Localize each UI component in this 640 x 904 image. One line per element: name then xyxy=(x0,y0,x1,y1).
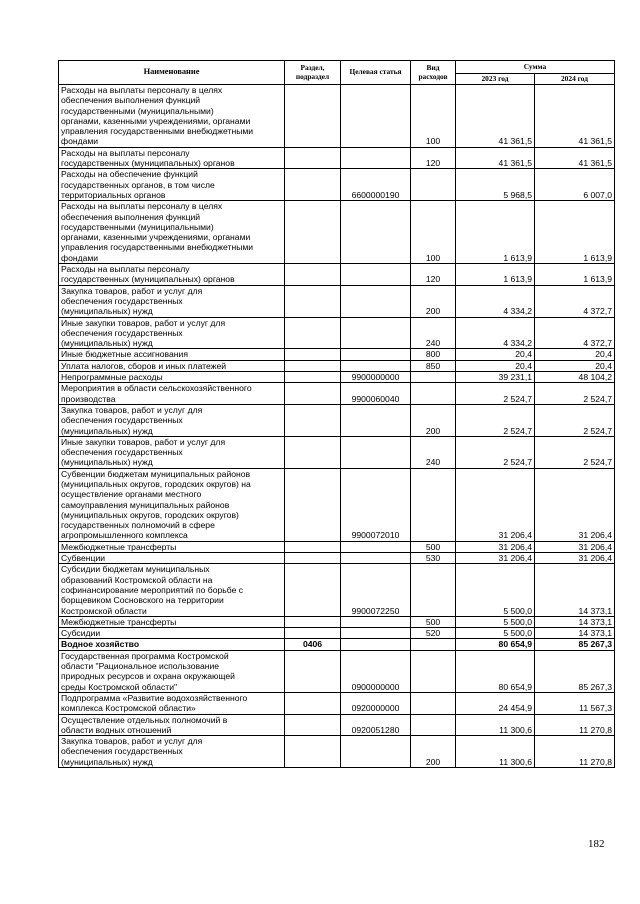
row-name: Непрограммные расходы xyxy=(59,372,285,383)
row-section xyxy=(285,650,341,692)
table-row xyxy=(59,736,615,768)
header-year-2023: 2023 год xyxy=(456,74,535,85)
row-name: Расходы на выплаты персоналу в целях обеспечения выполнения функций государственными (муниципальными) органами, казенными учреждениями, органами управления государственными внебюджетными фондами xyxy=(59,85,285,148)
table-row xyxy=(59,436,615,468)
row-name: Субсидии бюджетам муниципальных образований Костромской области на софинансирование мероприятий по борьбе с борщевиком Сосновского на территории Костромской области xyxy=(59,564,285,616)
row-name: Иные закупки товаров, работ и услуг для обеспечения государственных (муниципальных) нужд xyxy=(59,317,285,349)
row-sum-2023: 80 654,9 xyxy=(456,650,535,692)
row-kind: 520 xyxy=(411,628,456,639)
header-kind: Вид расходов xyxy=(411,61,456,85)
table-row xyxy=(59,169,615,201)
table-row xyxy=(59,264,615,286)
row-sum-2023: 31 206,4 xyxy=(456,553,535,564)
row-kind: 800 xyxy=(411,349,456,360)
table-row xyxy=(59,650,615,692)
row-sum-2024: 2 524,7 xyxy=(535,436,615,468)
row-sum-2024: 11 567,3 xyxy=(535,692,615,714)
row-kind xyxy=(411,692,456,714)
table-row xyxy=(59,553,615,564)
row-kind: 200 xyxy=(411,285,456,317)
row-name: Закупка товаров, работ и услуг для обеспечения государственных (муниципальных) нужд xyxy=(59,404,285,436)
row-sum-2023: 1 613,9 xyxy=(456,264,535,286)
row-section xyxy=(285,714,341,736)
table-row xyxy=(59,692,615,714)
row-section xyxy=(285,264,341,286)
row-name: Иные бюджетные ассигнования xyxy=(59,349,285,360)
header-year-2024: 2024 год xyxy=(535,74,615,85)
row-sum-2024: 14 373,1 xyxy=(535,628,615,639)
row-section xyxy=(285,349,341,360)
table-row xyxy=(59,628,615,639)
row-kind: 240 xyxy=(411,317,456,349)
row-article: 0900000000 xyxy=(341,650,411,692)
row-name: Иные закупки товаров, работ и услуг для обеспечения государственных (муниципальных) нужд xyxy=(59,436,285,468)
row-article xyxy=(341,285,411,317)
row-section xyxy=(285,616,341,627)
header-article: Целевая статья xyxy=(341,61,411,85)
row-sum-2024: 14 373,1 xyxy=(535,564,615,616)
row-article xyxy=(341,436,411,468)
table-row xyxy=(59,714,615,736)
row-sum-2024: 31 206,4 xyxy=(535,541,615,552)
row-kind: 500 xyxy=(411,541,456,552)
row-sum-2023: 4 334,2 xyxy=(456,317,535,349)
row-article xyxy=(341,85,411,148)
row-name: Расходы на обеспечение функций государственных органов, в том числе территориальных органов xyxy=(59,169,285,201)
row-kind: 850 xyxy=(411,360,456,371)
row-section xyxy=(285,360,341,371)
row-section xyxy=(285,285,341,317)
row-article xyxy=(341,628,411,639)
row-kind: 500 xyxy=(411,616,456,627)
row-section xyxy=(285,169,341,201)
row-kind: 120 xyxy=(411,264,456,286)
row-name: Государственная программа Костромской области "Рациональное использование природных ресурсов и охрана окружающей среды Костромской области" xyxy=(59,650,285,692)
table-row xyxy=(59,564,615,616)
row-name: Закупка товаров, работ и услуг для обеспечения государственных (муниципальных) нужд xyxy=(59,736,285,768)
table-row xyxy=(59,383,615,405)
row-kind: 100 xyxy=(411,85,456,148)
row-name: Мероприятия в области сельскохозяйственного производства xyxy=(59,383,285,405)
row-section xyxy=(285,736,341,768)
row-sum-2023: 80 654,9 xyxy=(456,639,535,650)
row-sum-2023: 31 206,4 xyxy=(456,468,535,541)
row-name: Субвенции xyxy=(59,553,285,564)
table-body xyxy=(59,85,615,768)
row-section xyxy=(285,147,341,169)
row-article: 9900072010 xyxy=(341,468,411,541)
row-article xyxy=(341,541,411,552)
table-row xyxy=(59,317,615,349)
row-sum-2024: 6 007,0 xyxy=(535,169,615,201)
row-section xyxy=(285,564,341,616)
row-kind: 240 xyxy=(411,436,456,468)
table-row xyxy=(59,285,615,317)
row-section xyxy=(285,372,341,383)
row-name: Водное хозяйство xyxy=(59,639,285,650)
row-kind xyxy=(411,372,456,383)
row-name: Подпрограмма «Развитие водохозяйственного комплекса Костромской области» xyxy=(59,692,285,714)
row-sum-2024: 1 613,9 xyxy=(535,201,615,264)
row-section xyxy=(285,317,341,349)
row-article: 9900072250 xyxy=(341,564,411,616)
row-name: Уплата налогов, сборов и иных платежей xyxy=(59,360,285,371)
row-article xyxy=(341,553,411,564)
row-sum-2023: 20,4 xyxy=(456,349,535,360)
row-article: 0920051280 xyxy=(341,714,411,736)
row-sum-2024: 31 206,4 xyxy=(535,468,615,541)
row-article xyxy=(341,349,411,360)
row-sum-2024: 20,4 xyxy=(535,360,615,371)
table-row xyxy=(59,147,615,169)
row-sum-2024: 11 270,8 xyxy=(535,736,615,768)
table-row xyxy=(59,404,615,436)
row-article xyxy=(341,616,411,627)
row-article: 9900060040 xyxy=(341,383,411,405)
row-name: Расходы на выплаты персоналу государственных (муниципальных) органов xyxy=(59,147,285,169)
row-kind xyxy=(411,714,456,736)
header-section: Раздел, подраздел xyxy=(285,61,341,85)
table-row xyxy=(59,541,615,552)
table-row xyxy=(59,85,615,148)
row-kind xyxy=(411,639,456,650)
row-article xyxy=(341,404,411,436)
row-sum-2023: 5 500,0 xyxy=(456,564,535,616)
row-sum-2024: 14 373,1 xyxy=(535,616,615,627)
row-section xyxy=(285,553,341,564)
row-name: Расходы на выплаты персоналу государственных (муниципальных) органов xyxy=(59,264,285,286)
row-section xyxy=(285,628,341,639)
header-name: Наименование xyxy=(59,61,285,85)
row-article xyxy=(341,639,411,650)
table-row xyxy=(59,468,615,541)
row-sum-2024: 85 267,3 xyxy=(535,639,615,650)
row-sum-2023: 31 206,4 xyxy=(456,541,535,552)
row-article xyxy=(341,736,411,768)
row-article: 9900000000 xyxy=(341,372,411,383)
header-sum: Сумма xyxy=(456,61,615,74)
row-section xyxy=(285,404,341,436)
budget-table xyxy=(58,60,615,768)
row-kind xyxy=(411,383,456,405)
row-sum-2023: 41 361,5 xyxy=(456,147,535,169)
row-section xyxy=(285,541,341,552)
row-sum-2024: 11 270,8 xyxy=(535,714,615,736)
row-sum-2024: 48 104,2 xyxy=(535,372,615,383)
row-section xyxy=(285,692,341,714)
row-name: Субвенции бюджетам муниципальных районов (муниципальных округов, городских округов) на осуществление органами местного самоуправления муниципальных районов (муниципальных округов, городских округов) государственных полномочий в сфере агропромышленного комплекса xyxy=(59,468,285,541)
row-name: Субсидии xyxy=(59,628,285,639)
row-article: 6600000190 xyxy=(341,169,411,201)
row-kind: 100 xyxy=(411,201,456,264)
row-kind xyxy=(411,564,456,616)
row-sum-2023: 20,4 xyxy=(456,360,535,371)
row-sum-2024: 2 524,7 xyxy=(535,404,615,436)
row-sum-2024: 4 372,7 xyxy=(535,317,615,349)
row-name: Закупка товаров, работ и услуг для обеспечения государственных (муниципальных) нужд xyxy=(59,285,285,317)
row-sum-2023: 11 300,6 xyxy=(456,736,535,768)
row-sum-2024: 20,4 xyxy=(535,349,615,360)
row-sum-2023: 1 613,9 xyxy=(456,201,535,264)
row-sum-2024: 41 361,5 xyxy=(535,85,615,148)
row-sum-2023: 2 524,7 xyxy=(456,383,535,405)
row-article xyxy=(341,317,411,349)
page-number: 182 xyxy=(588,838,605,850)
row-section xyxy=(285,436,341,468)
row-article xyxy=(341,147,411,169)
row-sum-2023: 24 454,9 xyxy=(456,692,535,714)
row-kind xyxy=(411,169,456,201)
row-section xyxy=(285,85,341,148)
table-row xyxy=(59,616,615,627)
row-kind xyxy=(411,650,456,692)
row-sum-2023: 39 231,1 xyxy=(456,372,535,383)
row-kind: 200 xyxy=(411,736,456,768)
row-sum-2024: 1 613,9 xyxy=(535,264,615,286)
row-name: Межбюджетные трансферты xyxy=(59,541,285,552)
row-section xyxy=(285,201,341,264)
row-article: 0920000000 xyxy=(341,692,411,714)
row-section xyxy=(285,383,341,405)
row-article xyxy=(341,201,411,264)
row-section: 0406 xyxy=(285,639,341,650)
row-sum-2024: 31 206,4 xyxy=(535,553,615,564)
row-name: Расходы на выплаты персоналу в целях обеспечения выполнения функций государственными (муниципальными) органами, казенными учреждениями, органами управления государственными внебюджетными фондами xyxy=(59,201,285,264)
row-sum-2024: 4 372,7 xyxy=(535,285,615,317)
row-article xyxy=(341,360,411,371)
row-kind: 530 xyxy=(411,553,456,564)
table-row xyxy=(59,201,615,264)
row-sum-2024: 2 524,7 xyxy=(535,383,615,405)
row-article xyxy=(341,264,411,286)
row-sum-2023: 2 524,7 xyxy=(456,436,535,468)
row-kind xyxy=(411,468,456,541)
row-section xyxy=(285,468,341,541)
row-sum-2023: 11 300,6 xyxy=(456,714,535,736)
table-row xyxy=(59,372,615,383)
row-sum-2023: 5 500,0 xyxy=(456,628,535,639)
table-row xyxy=(59,639,615,650)
row-sum-2023: 41 361,5 xyxy=(456,85,535,148)
row-name: Осуществление отдельных полномочий в области водных отношений xyxy=(59,714,285,736)
row-kind: 200 xyxy=(411,404,456,436)
table-row xyxy=(59,360,615,371)
row-kind: 120 xyxy=(411,147,456,169)
row-name: Межбюджетные трансферты xyxy=(59,616,285,627)
row-sum-2024: 41 361,5 xyxy=(535,147,615,169)
row-sum-2023: 4 334,2 xyxy=(456,285,535,317)
table-row xyxy=(59,349,615,360)
row-sum-2023: 2 524,7 xyxy=(456,404,535,436)
row-sum-2023: 5 968,5 xyxy=(456,169,535,201)
row-sum-2023: 5 500,0 xyxy=(456,616,535,627)
row-sum-2024: 85 267,3 xyxy=(535,650,615,692)
